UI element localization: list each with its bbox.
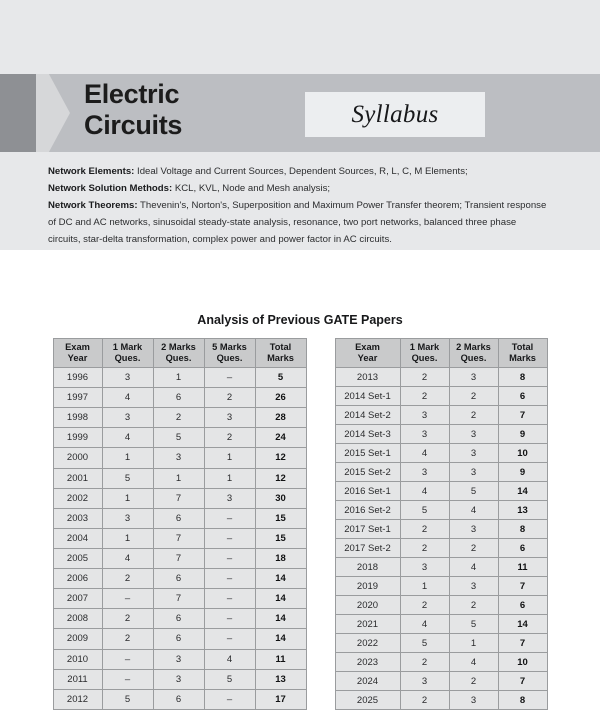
right-cell-r5-c0: 2015 Set-2 <box>335 463 400 482</box>
right-column-header-1 <box>400 339 449 368</box>
right-cell-r9-c1: 2 <box>400 539 449 558</box>
right-cell-r3-c2: 3 <box>449 425 498 444</box>
right-cell-r13-c2: 5 <box>449 615 498 634</box>
syllabus-badge-label: Syllabus <box>351 100 439 128</box>
right-cell-r12-c1: 2 <box>400 596 449 615</box>
left-cell-r0-c1: 3 <box>102 368 153 388</box>
syllabus-line-1-label: Network Elements: <box>48 166 135 177</box>
right-column-header-2-line-0: 2 Marks <box>456 342 491 352</box>
right-cell-r4-c0: 2015 Set-1 <box>335 444 400 463</box>
left-cell-r16-c3: – <box>204 689 255 709</box>
right-cell-r1-c0: 2014 Set-1 <box>335 387 400 406</box>
left-cell-r2-c0: 1998 <box>53 408 102 428</box>
right-cell-r7-c3: 13 <box>498 501 547 520</box>
left-column-header-4-line-1: Marks <box>267 353 294 363</box>
analysis-heading: Analysis of Previous GATE Papers <box>197 313 403 327</box>
right-cell-r0-c3: 8 <box>498 368 547 387</box>
right-cell-r17-c1: 2 <box>400 691 449 710</box>
right-cell-r3-c0: 2014 Set-3 <box>335 425 400 444</box>
table-row <box>335 444 547 463</box>
right-column-header-3-line-0: Total <box>511 342 534 352</box>
table-row <box>335 406 547 425</box>
right-column-header-2-line-1: Ques. <box>460 353 487 363</box>
left-cell-r2-c4: 28 <box>255 408 306 428</box>
left-cell-r10-c3: – <box>204 569 255 589</box>
right-cell-r8-c0: 2017 Set-1 <box>335 520 400 539</box>
right-cell-r15-c3: 10 <box>498 653 547 672</box>
syllabus-line-2-label: Network Solution Methods: <box>48 183 173 194</box>
right-cell-r1-c3: 6 <box>498 387 547 406</box>
table-row <box>335 368 547 387</box>
left-cell-r9-c0: 2005 <box>53 548 102 568</box>
left-cell-r6-c2: 7 <box>153 488 204 508</box>
right-cell-r16-c3: 7 <box>498 672 547 691</box>
left-cell-r3-c4: 24 <box>255 428 306 448</box>
left-cell-r9-c3: – <box>204 548 255 568</box>
left-cell-r10-c2: 6 <box>153 569 204 589</box>
left-cell-r15-c0: 2011 <box>53 669 102 689</box>
right-cell-r11-c2: 3 <box>449 577 498 596</box>
left-cell-r14-c4: 11 <box>255 649 306 669</box>
right-cell-r15-c0: 2023 <box>335 653 400 672</box>
left-cell-r13-c3: – <box>204 629 255 649</box>
right-column-header-0 <box>335 339 400 368</box>
left-cell-r15-c3: 5 <box>204 669 255 689</box>
table-row <box>53 468 306 488</box>
right-cell-r7-c1: 5 <box>400 501 449 520</box>
left-cell-r7-c4: 15 <box>255 508 306 528</box>
right-column-header-3-line-1: Marks <box>509 353 536 363</box>
right-cell-r0-c1: 2 <box>400 368 449 387</box>
table-row <box>335 520 547 539</box>
right-cell-r14-c0: 2022 <box>335 634 400 653</box>
right-cell-r4-c3: 10 <box>498 444 547 463</box>
table-row <box>53 629 306 649</box>
left-column-header-1 <box>102 339 153 368</box>
left-cell-r16-c2: 6 <box>153 689 204 709</box>
left-column-header-2-line-0: 2 Marks <box>161 342 196 352</box>
left-cell-r12-c1: 2 <box>102 609 153 629</box>
left-cell-r3-c1: 4 <box>102 428 153 448</box>
left-column-header-4-line-0: Total <box>269 342 292 352</box>
left-cell-r16-c0: 2012 <box>53 689 102 709</box>
left-cell-r2-c3: 3 <box>204 408 255 428</box>
right-cell-r15-c2: 4 <box>449 653 498 672</box>
table-row <box>335 691 547 710</box>
table-row <box>335 558 547 577</box>
right-cell-r6-c3: 14 <box>498 482 547 501</box>
left-cell-r9-c2: 7 <box>153 548 204 568</box>
left-cell-r0-c2: 1 <box>153 368 204 388</box>
left-cell-r5-c3: 1 <box>204 468 255 488</box>
right-cell-r17-c0: 2025 <box>335 691 400 710</box>
left-cell-r4-c3: 1 <box>204 448 255 468</box>
left-cell-r2-c1: 3 <box>102 408 153 428</box>
table-row <box>335 634 547 653</box>
right-cell-r7-c2: 4 <box>449 501 498 520</box>
left-cell-r12-c3: – <box>204 609 255 629</box>
left-cell-r11-c0: 2007 <box>53 589 102 609</box>
table-row <box>53 508 306 528</box>
left-cell-r13-c4: 14 <box>255 629 306 649</box>
left-cell-r8-c3: – <box>204 528 255 548</box>
right-cell-r17-c3: 8 <box>498 691 547 710</box>
table-right-head <box>335 339 547 368</box>
syllabus-line-2 <box>48 180 548 197</box>
left-column-header-3 <box>204 339 255 368</box>
table-row <box>53 569 306 589</box>
left-cell-r11-c3: – <box>204 589 255 609</box>
table-row <box>53 589 306 609</box>
right-cell-r4-c1: 4 <box>400 444 449 463</box>
right-cell-r13-c1: 4 <box>400 615 449 634</box>
syllabus-line-2-text: KCL, KVL, Node and Mesh analysis; <box>172 183 331 194</box>
left-cell-r8-c2: 7 <box>153 528 204 548</box>
right-cell-r12-c2: 2 <box>449 596 498 615</box>
syllabus-line-3-label: Network Theorems: <box>48 200 138 211</box>
right-cell-r14-c1: 5 <box>400 634 449 653</box>
left-cell-r8-c0: 2004 <box>53 528 102 548</box>
left-cell-r11-c1: – <box>102 589 153 609</box>
left-cell-r3-c0: 1999 <box>53 428 102 448</box>
table-row <box>53 528 306 548</box>
left-cell-r0-c4: 5 <box>255 368 306 388</box>
right-cell-r14-c3: 7 <box>498 634 547 653</box>
chapter-title-line-1: Electric <box>84 79 180 109</box>
left-cell-r9-c4: 18 <box>255 548 306 568</box>
syllabus-line-1 <box>48 163 548 180</box>
left-cell-r14-c3: 4 <box>204 649 255 669</box>
left-cell-r7-c0: 2003 <box>53 508 102 528</box>
right-cell-r8-c1: 2 <box>400 520 449 539</box>
table-row <box>335 425 547 444</box>
left-cell-r13-c2: 6 <box>153 629 204 649</box>
syllabus-line-3 <box>48 197 548 248</box>
table-left-head <box>53 339 306 368</box>
right-cell-r12-c3: 6 <box>498 596 547 615</box>
left-cell-r1-c4: 26 <box>255 388 306 408</box>
right-cell-r2-c0: 2014 Set-2 <box>335 406 400 425</box>
right-column-header-0-line-0: Exam <box>355 342 380 352</box>
right-cell-r0-c2: 3 <box>449 368 498 387</box>
left-column-header-0-line-1: Year <box>67 353 88 363</box>
left-cell-r7-c1: 3 <box>102 508 153 528</box>
analysis-tables <box>0 338 600 710</box>
table-right-body <box>335 368 547 710</box>
left-cell-r12-c2: 6 <box>153 609 204 629</box>
left-cell-r1-c0: 1997 <box>53 388 102 408</box>
left-column-header-3-line-0: 5 Marks <box>212 342 247 352</box>
left-cell-r2-c2: 2 <box>153 408 204 428</box>
table-row <box>335 672 547 691</box>
left-cell-r5-c4: 12 <box>255 468 306 488</box>
table-right-header-row <box>335 339 547 368</box>
left-cell-r4-c0: 2000 <box>53 448 102 468</box>
left-cell-r10-c4: 14 <box>255 569 306 589</box>
left-cell-r1-c1: 4 <box>102 388 153 408</box>
table-left-header-row <box>53 339 306 368</box>
right-cell-r16-c2: 2 <box>449 672 498 691</box>
right-cell-r11-c0: 2019 <box>335 577 400 596</box>
right-cell-r11-c3: 7 <box>498 577 547 596</box>
syllabus-badge <box>305 92 485 137</box>
left-cell-r12-c0: 2008 <box>53 609 102 629</box>
left-column-header-0-line-0: Exam <box>65 342 90 352</box>
left-cell-r8-c1: 1 <box>102 528 153 548</box>
left-cell-r3-c2: 5 <box>153 428 204 448</box>
gate-analysis-table-right <box>335 338 548 710</box>
left-cell-r3-c3: 2 <box>204 428 255 448</box>
left-cell-r10-c1: 2 <box>102 569 153 589</box>
right-column-header-1-line-1: Ques. <box>411 353 438 363</box>
right-cell-r8-c2: 3 <box>449 520 498 539</box>
right-column-header-1-line-0: 1 Mark <box>409 342 440 352</box>
table-row <box>53 649 306 669</box>
left-cell-r15-c4: 13 <box>255 669 306 689</box>
table-row <box>335 615 547 634</box>
left-cell-r1-c3: 2 <box>204 388 255 408</box>
left-column-header-4 <box>255 339 306 368</box>
right-column-header-0-line-1: Year <box>357 353 378 363</box>
left-cell-r7-c2: 6 <box>153 508 204 528</box>
left-cell-r13-c1: 2 <box>102 629 153 649</box>
right-cell-r10-c3: 11 <box>498 558 547 577</box>
left-cell-r8-c4: 15 <box>255 528 306 548</box>
left-cell-r16-c4: 17 <box>255 689 306 709</box>
right-cell-r5-c3: 9 <box>498 463 547 482</box>
left-cell-r11-c4: 14 <box>255 589 306 609</box>
table-row <box>335 387 547 406</box>
left-cell-r1-c2: 6 <box>153 388 204 408</box>
left-column-header-1-line-0: 1 Mark <box>112 342 143 352</box>
right-cell-r2-c2: 2 <box>449 406 498 425</box>
table-row <box>335 501 547 520</box>
left-cell-r5-c1: 5 <box>102 468 153 488</box>
left-cell-r10-c0: 2006 <box>53 569 102 589</box>
right-cell-r6-c0: 2016 Set-1 <box>335 482 400 501</box>
left-cell-r6-c3: 3 <box>204 488 255 508</box>
table-row <box>335 539 547 558</box>
table-row <box>53 368 306 388</box>
left-column-header-2 <box>153 339 204 368</box>
table-row <box>53 689 306 709</box>
right-cell-r10-c2: 4 <box>449 558 498 577</box>
syllabus-line-3-text: Thevenin's, Norton's, Superposition and Maximum Power Transfer theorem; Transient response of DC and AC networks, sinusoidal steady-state analysis, resonance, two port networks, balanced three phase circuits, star-delta transformation, complex power and power factor in AC circuits. <box>48 200 547 245</box>
left-cell-r4-c1: 1 <box>102 448 153 468</box>
left-cell-r16-c1: 5 <box>102 689 153 709</box>
right-cell-r17-c2: 3 <box>449 691 498 710</box>
left-cell-r12-c4: 14 <box>255 609 306 629</box>
table-row <box>335 482 547 501</box>
right-cell-r0-c0: 2013 <box>335 368 400 387</box>
table-row <box>53 408 306 428</box>
right-cell-r7-c0: 2016 Set-2 <box>335 501 400 520</box>
right-cell-r2-c1: 3 <box>400 406 449 425</box>
chapter-title-line-2: Circuits <box>84 110 183 140</box>
right-cell-r9-c3: 6 <box>498 539 547 558</box>
left-cell-r5-c2: 1 <box>153 468 204 488</box>
left-cell-r15-c1: – <box>102 669 153 689</box>
left-cell-r14-c0: 2010 <box>53 649 102 669</box>
right-cell-r5-c2: 3 <box>449 463 498 482</box>
table-row <box>53 488 306 508</box>
left-cell-r4-c2: 3 <box>153 448 204 468</box>
right-cell-r1-c2: 2 <box>449 387 498 406</box>
left-cell-r6-c0: 2002 <box>53 488 102 508</box>
right-cell-r6-c2: 5 <box>449 482 498 501</box>
gate-analysis-table-left <box>53 338 307 710</box>
right-cell-r1-c1: 2 <box>400 387 449 406</box>
left-column-header-0 <box>53 339 102 368</box>
left-cell-r6-c4: 30 <box>255 488 306 508</box>
table-row <box>53 669 306 689</box>
right-cell-r3-c3: 9 <box>498 425 547 444</box>
table-row <box>53 609 306 629</box>
right-cell-r11-c1: 1 <box>400 577 449 596</box>
table-row <box>53 428 306 448</box>
chapter-title <box>84 79 294 141</box>
left-column-header-1-line-1: Ques. <box>114 353 141 363</box>
left-cell-r6-c1: 1 <box>102 488 153 508</box>
syllabus-text-block <box>48 163 548 248</box>
table-row <box>53 388 306 408</box>
right-cell-r15-c1: 2 <box>400 653 449 672</box>
left-cell-r15-c2: 3 <box>153 669 204 689</box>
right-column-header-2 <box>449 339 498 368</box>
table-row <box>335 653 547 672</box>
table-row <box>335 596 547 615</box>
right-cell-r5-c1: 3 <box>400 463 449 482</box>
table-left-body <box>53 368 306 710</box>
right-column-header-3 <box>498 339 547 368</box>
table-row <box>53 448 306 468</box>
right-cell-r16-c1: 3 <box>400 672 449 691</box>
left-cell-r4-c4: 12 <box>255 448 306 468</box>
table-row <box>53 548 306 568</box>
right-cell-r13-c3: 14 <box>498 615 547 634</box>
left-cell-r7-c3: – <box>204 508 255 528</box>
left-cell-r9-c1: 4 <box>102 548 153 568</box>
right-cell-r10-c1: 3 <box>400 558 449 577</box>
right-cell-r14-c2: 1 <box>449 634 498 653</box>
left-column-header-2-line-1: Ques. <box>165 353 192 363</box>
right-cell-r9-c0: 2017 Set-2 <box>335 539 400 558</box>
table-row <box>335 577 547 596</box>
right-cell-r13-c0: 2021 <box>335 615 400 634</box>
right-cell-r12-c0: 2020 <box>335 596 400 615</box>
table-row <box>335 463 547 482</box>
right-cell-r3-c1: 3 <box>400 425 449 444</box>
left-column-header-3-line-1: Ques. <box>216 353 243 363</box>
right-cell-r2-c3: 7 <box>498 406 547 425</box>
right-cell-r10-c0: 2018 <box>335 558 400 577</box>
left-cell-r11-c2: 7 <box>153 589 204 609</box>
left-cell-r14-c2: 3 <box>153 649 204 669</box>
left-cell-r14-c1: – <box>102 649 153 669</box>
right-cell-r4-c2: 3 <box>449 444 498 463</box>
left-cell-r13-c0: 2009 <box>53 629 102 649</box>
right-cell-r6-c1: 4 <box>400 482 449 501</box>
right-cell-r9-c2: 2 <box>449 539 498 558</box>
left-cell-r0-c0: 1996 <box>53 368 102 388</box>
left-cell-r5-c0: 2001 <box>53 468 102 488</box>
right-cell-r8-c3: 8 <box>498 520 547 539</box>
syllabus-line-1-text: Ideal Voltage and Current Sources, Dependent Sources, R, L, C, M Elements; <box>134 166 468 177</box>
right-cell-r16-c0: 2024 <box>335 672 400 691</box>
left-cell-r0-c3: – <box>204 368 255 388</box>
